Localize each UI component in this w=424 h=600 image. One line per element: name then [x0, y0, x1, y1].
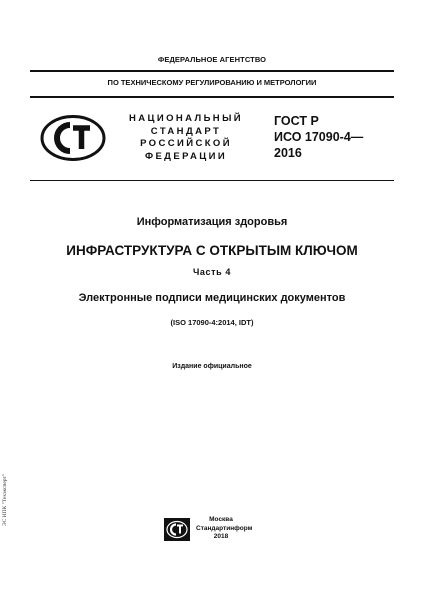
document-subtitle: Электронные подписи медицинских документов	[78, 292, 346, 304]
publisher-mark-icon	[164, 518, 190, 541]
agency-line-2: ПО ТЕХНИЧЕСКОМУ РЕГУЛИРОВАНИЮ И МЕТРОЛОГИИ	[107, 78, 317, 87]
header-divider-2	[30, 96, 394, 98]
rst-logo-icon	[40, 114, 106, 162]
agency-line-1: ФЕДЕРАЛЬНОЕ АГЕНТСТВО	[157, 55, 267, 64]
national-line: РОССИЙСКОЙ	[140, 138, 232, 149]
standard-designation	[274, 113, 363, 161]
designation-line: ГОСТ Р	[274, 114, 319, 128]
side-watermark-text: ЭС НПК "Техэксперт"	[2, 473, 8, 526]
title-line-2: ИНФРАСТРУКТУРА С ОТКРЫТЫМ КЛЮЧОМ	[66, 243, 358, 258]
iso-reference: (ISO 17090-4:2014, IDT)	[170, 318, 254, 327]
publisher-line: 2018	[213, 533, 229, 540]
national-line: ФЕДЕРАЦИИ	[144, 150, 228, 162]
publisher-line: Москва	[209, 516, 233, 523]
national-line: СТАНДАРТ	[150, 125, 222, 137]
publisher-block	[196, 516, 253, 542]
title-line-1: Информатизация здоровья	[136, 216, 288, 228]
national-standard-label	[122, 113, 250, 163]
header-divider-1	[30, 70, 394, 72]
part-label: Часть 4	[193, 267, 231, 277]
designation-line: 2016	[274, 146, 302, 160]
publisher-line: Стандартинформ	[196, 524, 253, 532]
national-line: НАЦИОНАЛЬНЫЙ	[129, 113, 243, 124]
designation-line: ИСО 17090-4—	[274, 130, 364, 144]
edition-label: Издание официальное	[172, 363, 252, 370]
body-divider	[30, 180, 394, 181]
